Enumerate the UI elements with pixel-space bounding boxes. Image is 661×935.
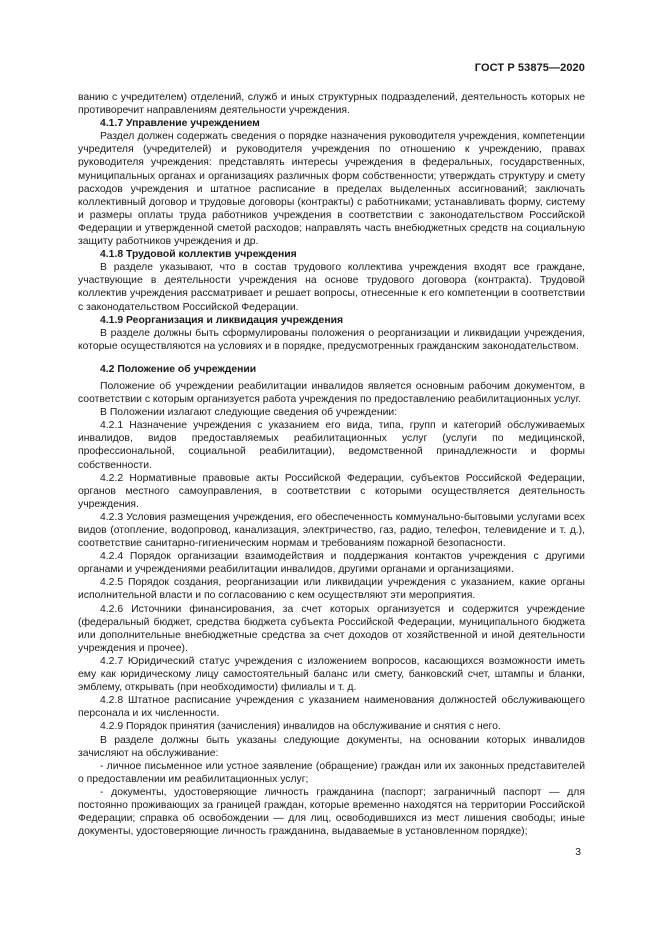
paragraph: Положение об учреждении реабилитации инвалидов является основным рабочим документом, в соответствии с которым организуется работа учреждения по предоставлению реабилитационных услуг. xyxy=(78,380,585,406)
document-body xyxy=(78,91,585,838)
document-id: ГОСТ Р 53875—2020 xyxy=(474,62,585,74)
section-heading: 4.2 Положение об учреждении xyxy=(100,363,257,375)
paragraph: - документы, удостоверяющие личность гражданина (паспорт; заграничный паспорт — для постоянно проживающих за границей граждан, которые временно находятся на территории Российской Федерации; справка об освобождении — для лиц, освободившихся из мест лишения свободы; иные документы, удостоверяющие личность гражданина, выдаваемые в установленном порядке); xyxy=(78,786,585,838)
paragraph: 4.2.3 Условия размещения учреждения, его обеспеченность коммунально-бытовыми услугами всех видов (отопление, водопровод, канализация, электричество, газ, радио, телефон, телевидение и т. д.), соответствие санитарно-гигиеническим нормам и требованиям пожарной безопасности. xyxy=(78,511,585,550)
paragraph: В разделе должны быть указаны следующие документы, на основании которых инвалидов зачисляют на обслуживание: xyxy=(78,734,585,759)
paragraph: В Положении излагают следующие сведения об учреждении: xyxy=(100,407,398,419)
paragraph: ванию с учредителем) отделений, служб и иных структурных подразделений, деятельность которых не противоречит направлениям деятельности учреждения. xyxy=(78,92,585,117)
paragraph: 4.2.5 Порядок создания, реорганизации или ликвидации учреждения с указанием, какие органы исполнительной власти и по согласованию с кем осуществляют эти мероприятия. xyxy=(78,577,585,602)
paragraph: В разделе должны быть сформулированы положения о реорганизации и ликвидации учреждения, которые осуществляются на условиях и в порядке, предусмотренных гражданским законодательством. xyxy=(78,327,585,352)
paragraph: В разделе указывают, что в состав трудового коллектива учреждения входят все граждане, участвующие в деятельности учреждения на основе трудового договора (контракта). Трудовой коллектив учреждения рассматривает и решает вопросы, отнесенные к его компетенции в соответствии с законодательством Российской Федерации. xyxy=(78,262,585,313)
section-heading: 4.1.9 Реорганизация и ликвидация учреждения xyxy=(100,314,344,326)
section-heading: 4.1.8 Трудовой коллектив учреждения xyxy=(100,249,297,261)
section-heading: 4.1.7 Управление учреждением xyxy=(100,118,260,130)
paragraph: 4.2.8 Штатное расписание учреждения с указанием наименования должностей обслуживающего персонала и их численности. xyxy=(78,695,585,720)
paragraph: Раздел должен содержать сведения о порядке назначения руководителя учреждения, компетенции учредителя (учредителей) и руководителя учреждения по отношению к учреждению, правах руководителя учреждения: представлять интересы учреждения в федеральных, государственных, муниципальных органах и организациях различных форм собственности; утверждать структуру и смету расходов учреждения и штатное расписание в пределах выделенных ассигнований; заключать коллективный договор и трудовые договоры (контракты) с работниками; устанавливать форму, систему и размеры оплаты труда работников учреждения в соответствии с законодательством Российской Федерации и утвержденной сметой расходов; направлять часть внебюджетных средств на социальную защиту работников учреждения и др. xyxy=(78,131,585,248)
paragraph: 4.2.6 Источники финансирования, за счет которых организуется и содержится учреждение (федеральный бюджет, средства бюджета субъекта Российской Федерации, муниципального бюджета или дополнительные внебюджетные средства за счет доходов от хозяйственной и иной деятельности учреждения и прочее). xyxy=(78,603,585,654)
paragraph: 4.2.2 Нормативные правовые акты Российской Федерации, субъектов Российской Федерации, органов местного самоуправления, в соответствии с которыми осуществляется деятельность учреждения. xyxy=(78,472,585,510)
paragraph: 4.2.1 Назначение учреждения с указанием его вида, типа, групп и категорий обслуживаемых инвалидов, видов предоставляемых реабилитационных услуг (услуги по медицинской, профессиональной, социальной реабилитации), ведомственной принадлежности и формы собственности. xyxy=(78,420,585,471)
page-number: 3 xyxy=(575,847,581,858)
paragraph: - личное письменное или устное заявление (обращение) граждан или их законных представителей о предоставлении им реабилитационных услуг; xyxy=(78,760,585,785)
paragraph: 4.2.4 Порядок организации взаимодействия и поддержания контактов учреждения с другими органами и учреждениями реабилитации инвалидов, другими органами и организациями. xyxy=(78,551,585,576)
paragraph: 4.2.9 Порядок принятия (зачисления) инвалидов на обслуживание и снятия с него. xyxy=(100,721,501,733)
paragraph: 4.2.7 Юридический статус учреждения с изложением вопросов, касающихся возможности иметь ему как юридическому лицу самостоятельный баланс или смету, банковский счет, штампы и бланки, эмблему, открывать (при необходимости) филиалы и т. д. xyxy=(78,655,585,694)
